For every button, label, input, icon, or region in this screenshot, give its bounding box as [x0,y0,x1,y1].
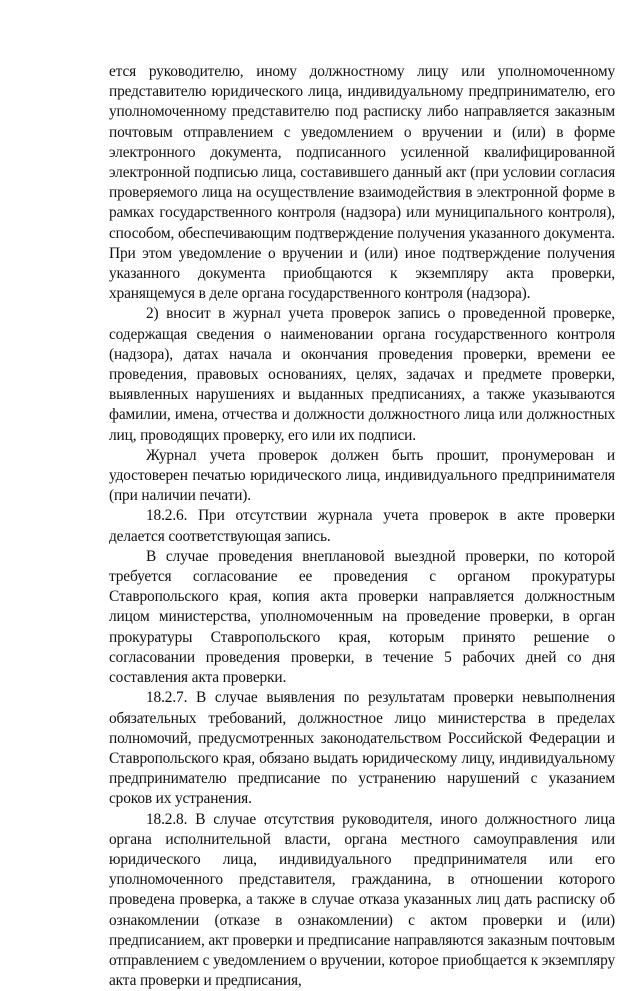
document-page [109,62,615,991]
paragraph-unscheduled-inspection: В случае проведения внеплановой выездной проверки, по которой требуется согласование ее проведения с органом прокуратуры Ставропольского края, копия акта проверки направляется должностным лицом министерства, уполномоченным на проведение проверки, в орган прокуратуры Ставропольского края, которым принято решение о согласовании проведения проверки, в течение 5 рабочих дней со дня составления акта проверки. [109,547,615,687]
paragraph-18-2-6: 18.2.6. При отсутствии журнала учета проверок в акте проверки делается соответствующая запись. [109,507,615,545]
paragraph-continuation: ется руководителю, иному должностному лицу или уполномоченному представителю юридического лица, индивидуальному предпринимателю, его уполномоченному представителю под расписку либо направляется заказным почтовым отправлением с уведомлением о вручении и (или) в форме электронного документа, подписанного усиленной квалифицированной электронной подписью лица, составившего данный акт (при условии согласия проверяемого лица на осуществление взаимодействия в электронной форме в рамках государственного контроля (надзора) или муниципального контроля), способом, обеспечивающим подтверждение получения указанного документа. При этом уведомление о вручении и (или) иное подтверждение получения указанного документа приобщаются к экземпляру акта проверки, хранящемуся в деле органа государственного контроля (надзора). [109,63,615,303]
paragraph-item-2: 2) вносит в журнал учета проверок запись о проведенной проверке, содержащая сведения о наименовании органа государственного контроля (надзора), датах начала и окончания проведения проверки, времени ее проведения, правовых основаниях, целях, задачах и предмете проверки, выявленных нарушениях и выданных предписаниях, а также указываются фамилии, имена, отчества и должности должностного лица или должностных лиц, проводящих проверку, его или их подписи. [109,305,615,444]
paragraph-18-2-7: 18.2.7. В случае выявления по результатам проверки невыполнения обязательных требований, должностное лицо министерства в пределах полномочий, предусмотренных законодательством Российской Федерации и Ставропольского края, обязано выдать юридическому лицу, индивидуальному предпринимателю предписание по устранению нарушений с указанием сроков их устранения. [109,689,615,808]
paragraph-journal: Журнал учета проверок должен быть прошит, пронумерован и удостоверен печатью юридического лица, индивидуального предпринимателя (при наличии печати). [109,446,615,505]
paragraph-18-2-8: 18.2.8. В случае отсутствия руководителя, иного должностного лица органа исполнительной власти, органа местного самоуправления или юридического лица, индивидуального предпринимателя или его уполномоченного представителя, гражданина, в отношении которого проведена проверка, а также в случае отказа указанных лиц дать расписку об ознакомлении (отказе в ознакомлении) с актом проверки и (или) предписанием, акт проверки и предписание направляются заказным почтовым отправлением с уведомлением о вручении, которое приобщается к экземпляру акта проверки и предписания, [109,810,615,990]
